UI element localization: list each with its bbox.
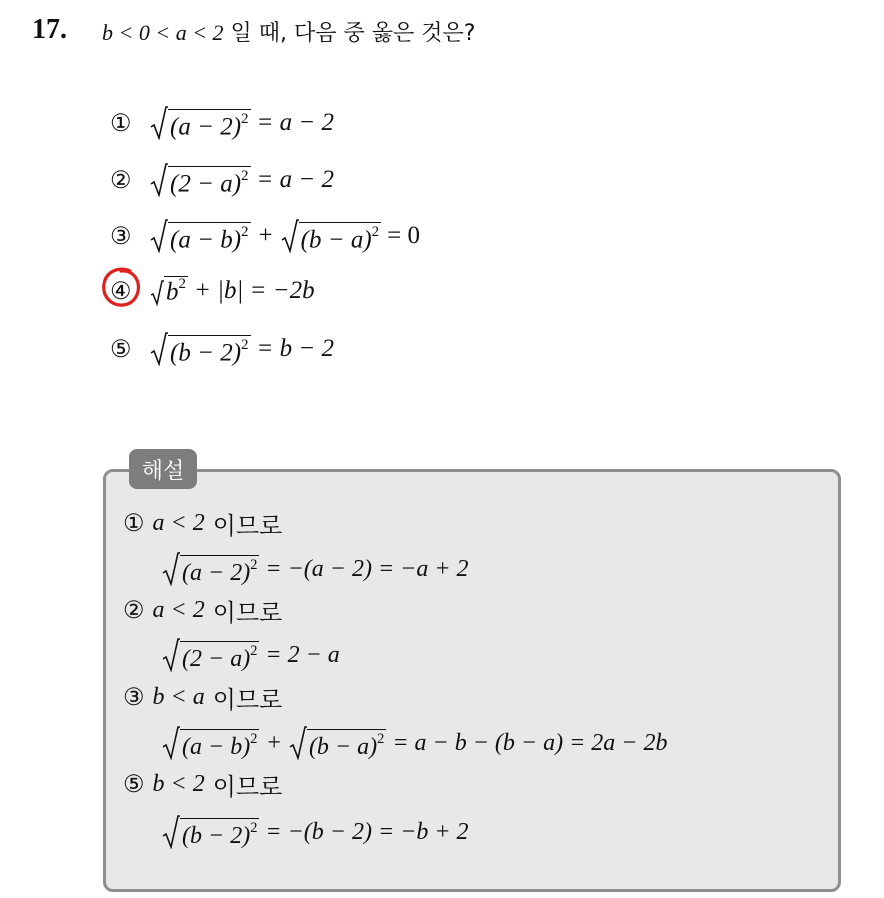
solution-cond: b < 2 bbox=[152, 771, 205, 797]
solution-marker: ① bbox=[123, 511, 145, 537]
exponent: 2 bbox=[250, 731, 258, 748]
solution-cond: a < 2 bbox=[152, 597, 205, 623]
sqrt-expression bbox=[162, 726, 259, 760]
solution-marker: ⑤ bbox=[123, 772, 145, 798]
radical-sign bbox=[289, 726, 307, 760]
radical-sign bbox=[150, 219, 168, 253]
sqrt-expression bbox=[162, 638, 259, 672]
solution-word: 이므로 bbox=[212, 773, 283, 801]
choice-marker: ③ bbox=[110, 223, 132, 250]
solution-result: = −(b − 2) = −b + 2 bbox=[265, 818, 469, 845]
solution-result: = 2 − a bbox=[265, 641, 340, 668]
radicand: (a − b) bbox=[170, 225, 242, 253]
radicand: (b − a) bbox=[300, 225, 372, 253]
exponent: 2 bbox=[178, 276, 186, 293]
choice-marker: ④ bbox=[110, 278, 132, 305]
exponent: 2 bbox=[377, 731, 385, 748]
sqrt-expression bbox=[289, 726, 386, 760]
radical-sign bbox=[150, 332, 168, 366]
radicand: (2 − a) bbox=[182, 645, 251, 672]
solution-word: 이므로 bbox=[212, 686, 283, 714]
choice-rhs: = 0 bbox=[387, 222, 421, 249]
radical-sign bbox=[150, 280, 164, 306]
solution-condition-1 bbox=[123, 506, 282, 541]
sqrt-expression bbox=[150, 276, 188, 306]
choice-rhs: = b − 2 bbox=[256, 335, 335, 362]
radicand: (2 − a) bbox=[170, 169, 242, 197]
radicand: (a − 2) bbox=[182, 559, 251, 586]
choice-marker: ① bbox=[110, 110, 132, 137]
choice-5[interactable] bbox=[110, 329, 334, 369]
exponent: 2 bbox=[241, 167, 249, 184]
question-text bbox=[102, 16, 475, 47]
solution-equation-1 bbox=[162, 552, 469, 586]
radical-sign bbox=[162, 638, 180, 672]
solution-marker: ③ bbox=[123, 685, 145, 711]
radical-sign bbox=[162, 726, 180, 760]
choice-rhs: = a − 2 bbox=[256, 109, 335, 136]
radical-sign bbox=[162, 815, 180, 849]
solution-tag: 해설 bbox=[129, 449, 197, 489]
exponent: 2 bbox=[371, 223, 380, 240]
radical-sign bbox=[281, 219, 299, 253]
plus-sign: + bbox=[267, 729, 281, 756]
solution-result: = a − b − (b − a) = 2a − 2b bbox=[392, 729, 668, 756]
sqrt-expression bbox=[150, 106, 251, 140]
exponent: 2 bbox=[250, 643, 258, 660]
solution-marker: ② bbox=[123, 598, 145, 624]
question-condition: b < 0 < a < 2 bbox=[102, 20, 224, 45]
solution-condition-2 bbox=[123, 593, 282, 628]
solution-equation-3 bbox=[162, 726, 667, 760]
radical-sign bbox=[150, 163, 168, 197]
radicand: (b − 2) bbox=[170, 338, 242, 366]
sqrt-expression bbox=[162, 815, 259, 849]
choice-1[interactable] bbox=[110, 103, 334, 143]
exponent: 2 bbox=[241, 223, 249, 240]
choice-marker: ② bbox=[110, 167, 132, 194]
solution-equation-2 bbox=[162, 638, 340, 672]
solution-condition-3 bbox=[123, 680, 282, 715]
radicand: (a − b) bbox=[182, 733, 251, 760]
answer-circle-mark bbox=[100, 265, 142, 309]
solution-equation-5 bbox=[162, 815, 469, 849]
radicand: (a − 2) bbox=[170, 112, 242, 140]
choice-rhs: = a − 2 bbox=[256, 166, 335, 193]
exponent: 2 bbox=[250, 820, 258, 837]
sqrt-expression bbox=[162, 552, 259, 586]
choice-2[interactable] bbox=[110, 160, 334, 200]
sqrt-expression bbox=[281, 219, 382, 253]
exponent: 2 bbox=[250, 557, 258, 574]
radicand: (b − 2) bbox=[182, 822, 251, 849]
sqrt-expression bbox=[150, 332, 251, 366]
choice-rhs: + |b| = −2b bbox=[194, 277, 315, 304]
radicand: b bbox=[166, 278, 179, 306]
solution-cond: a < 2 bbox=[152, 510, 205, 536]
solution-cond: b < a bbox=[152, 684, 205, 710]
radical-sign bbox=[162, 552, 180, 586]
exponent: 2 bbox=[241, 336, 249, 353]
solution-condition-5 bbox=[123, 767, 282, 802]
radicand: (b − a) bbox=[308, 733, 378, 760]
sqrt-expression bbox=[150, 163, 251, 197]
question-number: 17. bbox=[32, 14, 67, 45]
radical-sign bbox=[150, 106, 168, 140]
solution-word: 이므로 bbox=[212, 599, 283, 627]
solution-result: = −(a − 2) = −a + 2 bbox=[265, 555, 469, 582]
question-prompt: 일 때, 다음 중 옳은 것은? bbox=[230, 21, 476, 46]
exponent: 2 bbox=[241, 110, 249, 127]
choice-marker: ⑤ bbox=[110, 336, 132, 363]
choice-3[interactable] bbox=[110, 216, 420, 256]
solution-word: 이므로 bbox=[212, 512, 283, 540]
sqrt-expression bbox=[150, 219, 251, 253]
plus-sign: + bbox=[258, 222, 273, 249]
